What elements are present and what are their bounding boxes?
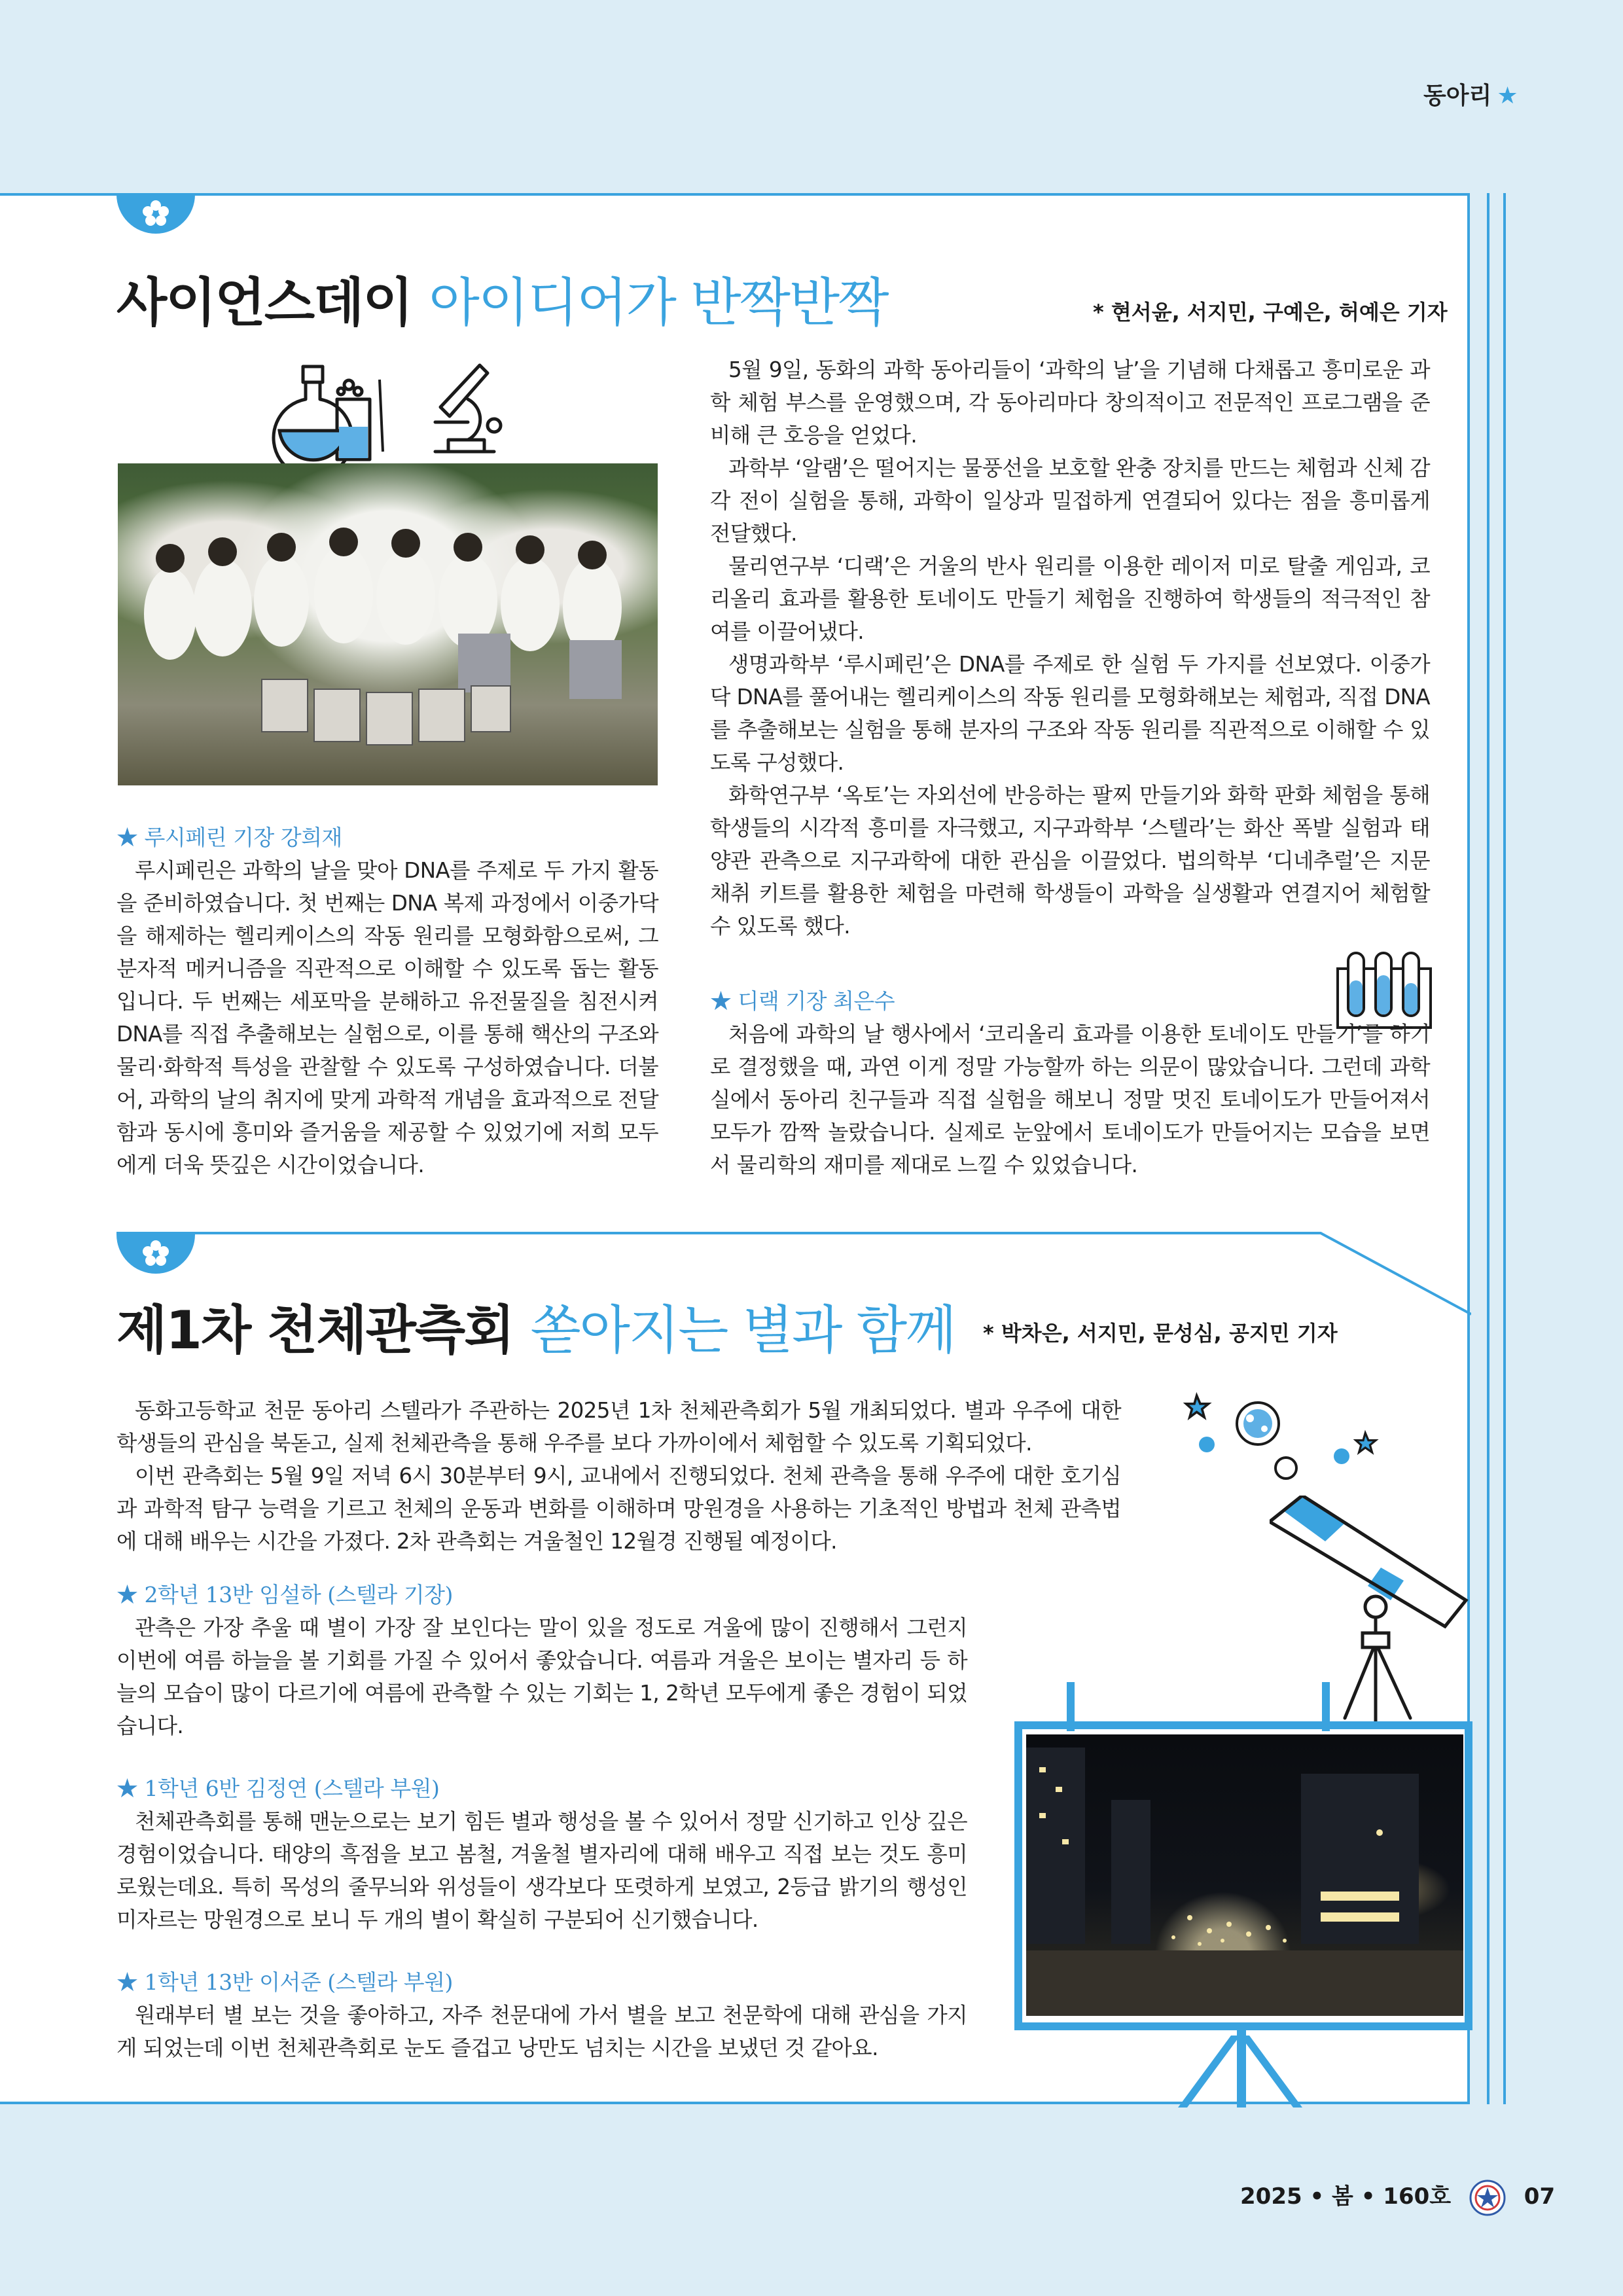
interview-text: 관측은 가장 추울 때 별이 가장 잘 보인다는 말이 있을 정도로 겨울에 많이 진행해서 그런지 이번에 여름 하늘을 볼 기회를 가질 수 있어서 좋았습니다. 여름과 겨울은 보이는 별자리 등 하늘의 모습이 많이 다르기에 여름에 관측할 수 있는 기회는 1, 2학년 모두에게 좋은 경험이 되었습니다. — [116, 1615, 967, 1738]
article2-paragraph: 동화고등학교 천문 동아리 스텔라가 주관하는 2025년 1차 천체관측회가 5월 개최되었다. 별과 우주에 대한 학생들의 관심을 북돋고, 실제 천체관측을 통해 우주를 보다 가까이에서 체험할 수 있도록 기획되었다. — [116, 1398, 1121, 1456]
article1-paragraph: 5월 9일, 동화의 과학 동아리들이 ‘과학의 날’을 기념해 다채롭고 흥미로운 과학 체험 부스를 운영했으며, 각 동아리마다 창의적이고 전문적인 프로그램을 준비해 큰 호응을 얻었다. — [710, 357, 1430, 448]
article1-paragraph: 과학부 ‘알램’은 떨어지는 물풍선을 보호할 완충 장치를 만드는 체험과 신체 감각 전이 실험을 통해, 과학이 일상과 밀접하게 연결되어 있다는 점을 흥미롭게 전달했다. — [710, 456, 1430, 546]
article1-body — [710, 353, 1430, 942]
interview-text: 루시페린은 과학의 날을 맞아 DNA를 주제로 두 가지 활동을 준비하였습니다. 첫 번째는 DNA 복제 과정에서 이중가닥을 해제하는 헬리케이스의 작동 원리를 모형화함으로써, 그 분자적 메커니즘을 직관적으로 이해할 수 있도록 돕는 활동입니다. 두 번째는 세포막을 분해하고 유전물질을 침전시켜 DNA를 직접 추출해보는 실험으로, 이를 통해 핵산의 구조와 물리·화학적 특성을 관찰할 수 있도록 구성하였습니다. 더불어, 과학의 날의 취지에 맞게 과학적 개념을 효과적으로 전달함과 동시에 흥미와 즐거움을 제공할 수 있었기에 저희 모두에게 더욱 뜻깊은 시간이었습니다. — [116, 858, 658, 1177]
interview-heading: ★ 루시페린 기장 강희재 — [116, 825, 342, 850]
flask-microscope-icon — [272, 353, 514, 468]
footer — [1240, 2178, 1555, 2216]
border-line — [1487, 193, 1489, 2104]
interview-heading: ★ 디랙 기장 최은수 — [710, 988, 895, 1014]
interview-heading: ★ 1학년 6반 김정연 (스텔라 부원) — [116, 1776, 440, 1801]
interview-lucipherin — [116, 821, 658, 1181]
planets-stars-icon — [1178, 1391, 1400, 1496]
border-line — [1503, 193, 1506, 2104]
interview-heading: ★ 2학년 13반 임설하 (스텔라 기장) — [116, 1582, 453, 1607]
article2-byline: * 박차은, 서지민, 문성심, 공지민 기자 — [983, 1321, 1338, 1346]
article2-paragraph: 이번 관측회는 5월 9일 저녁 6시 30분부터 9시, 교내에서 진행되었다. 천체 관측을 통해 우주에 대한 호기심과 과학적 탐구 능력을 기르고 천체의 운동과 변화를 이해하며 망원경을 사용하는 기초적인 방법과 천체 관측법에 대해 배우는 시간을 가졌다. 2차 관측회는 겨울철인 12월경 진행될 예정이다. — [116, 1463, 1121, 1554]
article1-paragraph: 물리연구부 ‘디랙’은 거울의 반사 원리를 이용한 레이저 미로 탈출 게임과, 코리올리 효과를 활용한 토네이도 만들기 체험을 진행하여 학생들의 적극적인 참여를 이끌어냈다. — [710, 554, 1430, 644]
star-icon: ★ — [1497, 82, 1518, 109]
issue-label: 2025 • 봄 • 160호 — [1240, 2183, 1452, 2210]
interview-dirac — [710, 985, 1430, 1181]
article1-paragraph: 화학연구부 ‘옥토’는 자외선에 반응하는 팔찌 만들기와 화학 판화 체험을 통해 학생들의 시각적 흥미를 자극했고, 지구과학부 ‘스텔라’는 화산 폭발 실험과 태양관 관측으로 지구과학에 대한 관심을 이끌었다. 법의학부 ‘디네추럴’은 지문 채취 키트를 활용한 체험을 마련해 학생들이 과학을 실생활과 연결지어 체험할 수 있도록 했다. — [710, 783, 1430, 939]
article2-interviews — [116, 1579, 967, 2064]
school-emblem-icon — [1469, 2179, 1506, 2216]
article1-paragraph: 생명과학부 ‘루시페린’은 DNA를 주제로 한 실험 두 가지를 선보였다. 이중가닥 DNA를 풀어내는 헬리케이스의 작동 원리를 모형화해보는 체험과, 직접 DNA를 추출해보는 실험을 통해 분자의 구조와 작동 원리를 직관적으로 이해할 수 있도록 구성했다. — [710, 652, 1430, 775]
interview-text: 천체관측회를 통해 맨눈으로는 보기 힘든 별과 행성을 볼 수 있어서 정말 신기하고 인상 깊은 경험이었습니다. 태양의 흑점을 보고 봄철, 겨울철 별자리에 대해 배우고 직접 보는 것도 흥미로웠는데요. 특히 목성의 줄무늬와 위성들이 생각보다 또렷하게 보였고, 2등급 밝기의 행성인 미자르는 망원경으로 보니 두 개의 별이 확실히 구분되어 신기했습니다. — [116, 1809, 967, 1932]
article1-byline: * 현서윤, 서지민, 구예은, 허예은 기자 — [1093, 300, 1448, 325]
stargazing-photo — [1026, 1734, 1463, 2016]
interview-text: 처음에 과학의 날 행사에서 ‘코리올리 효과를 이용한 토네이도 만들기’를 하기로 결정했을 때, 과연 이게 정말 가능할까 하는 의문이 많았습니다. 그런데 과학실에서 동아리 친구들과 직접 실험을 해보니 정말 멋진 토네이도가 만들어져서 모두가 깜짝 놀랐습니다. 실제로 눈앞에서 토네이도가 만들어지는 모습을 보면서 물리학의 재미를 제대로 느낄 수 있었습니다. — [710, 1022, 1430, 1177]
article2-title: 제1차 천체관측회 쏟아지는 별과 함께 — [116, 1300, 955, 1361]
interview-text: 원래부터 별 보는 것을 좋아하고, 자주 천문대에 가서 별을 보고 천문학에 대해 관심을 가지게 되었는데 이번 천체관측회로 눈도 즐겁고 낭만도 넘치는 시간을 보냈던 것 같아요. — [116, 2003, 967, 2060]
article2-body — [116, 1394, 1121, 1558]
interview-heading: ★ 1학년 13반 이서준 (스텔라 부원) — [116, 1969, 453, 1995]
page-number: 07 — [1524, 2183, 1556, 2210]
group-photo — [118, 463, 658, 785]
article1-title: 사이언스데이 아이디어가 반짝반짝 — [116, 272, 888, 333]
section-label: 동아리 ★ — [1423, 82, 1518, 109]
